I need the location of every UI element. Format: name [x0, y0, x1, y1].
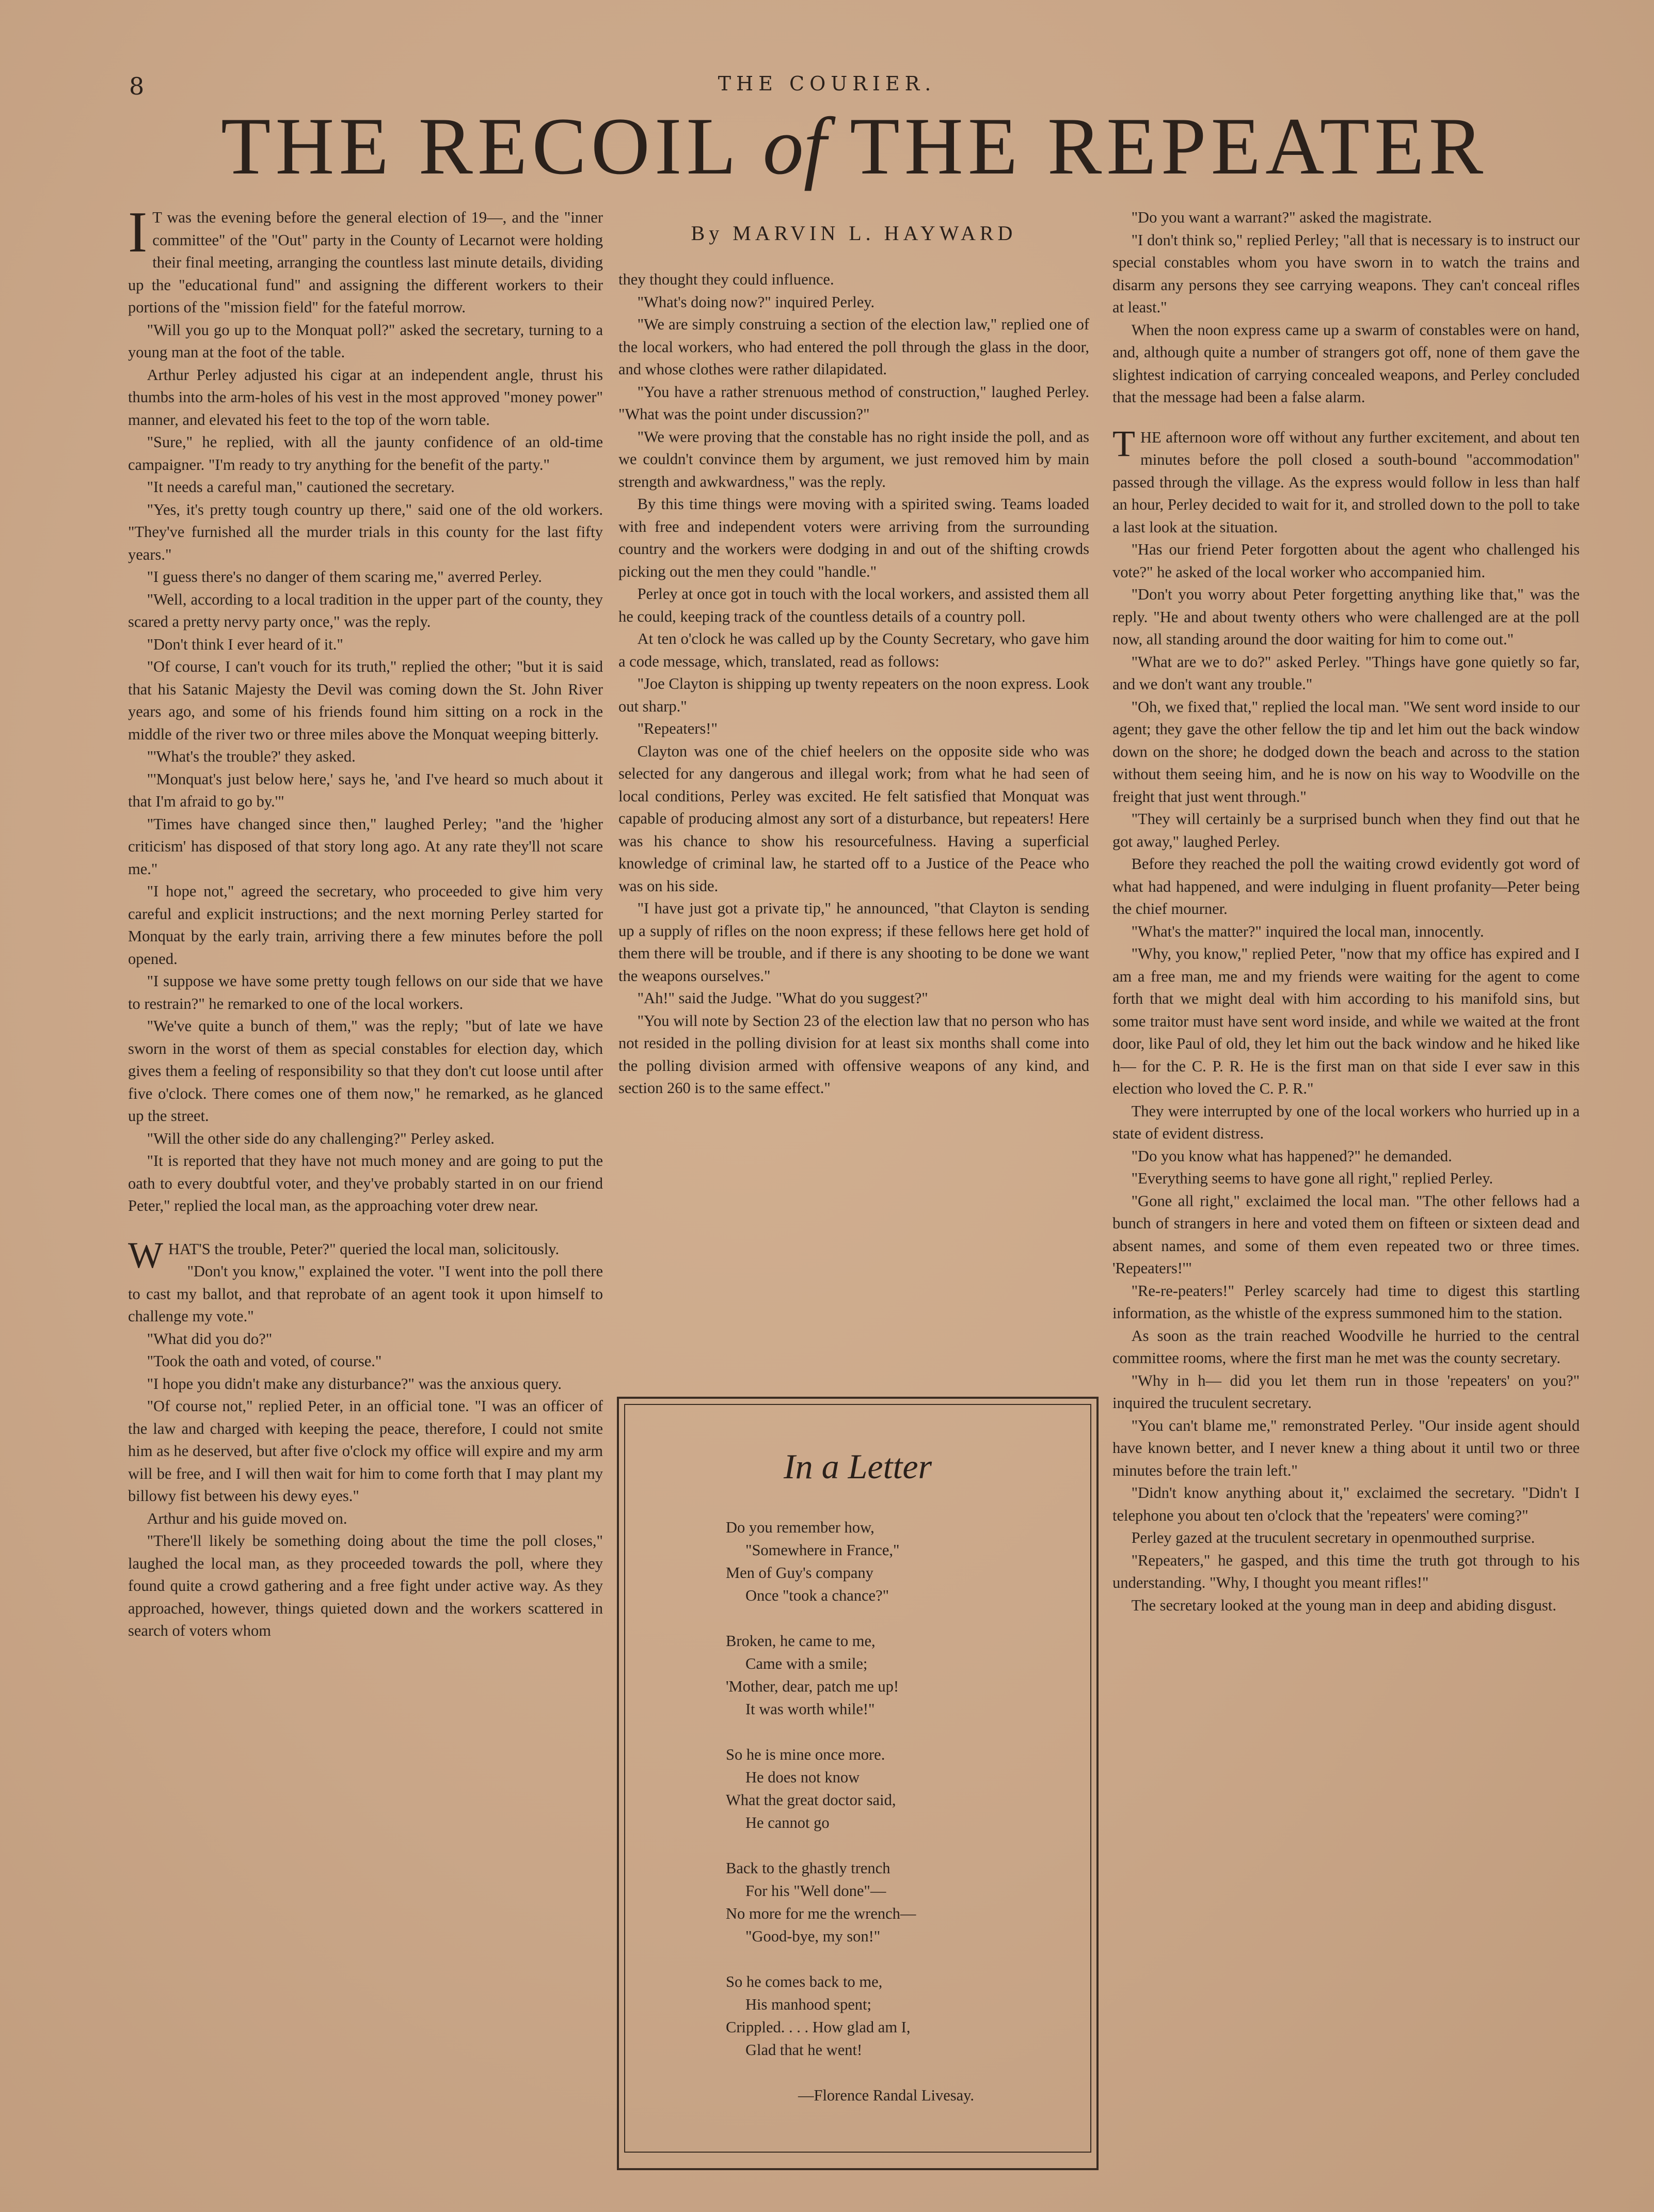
article-paragraph: "'What's the trouble?' they asked.	[147, 748, 356, 765]
headline-part-1: THE RECOIL	[220, 101, 763, 192]
article-paragraph: "'Monquat's just below here,' says he, 'and I've heard so much about it that I'm afraid to go by.'"	[128, 770, 603, 810]
poem-line: Do you remember how,	[726, 1519, 874, 1536]
article-paragraph: "We've quite a bunch of them," was the reply; "but of late we have sworn in the worst of them as special constables for election day, which gives them a feeling of responsibility so that they don't cut loose until after five o'clock. There comes one of them now," he remarked, as he glanced up the street.	[128, 1017, 603, 1125]
poem-text	[726, 1516, 1056, 2107]
poem-title: In a Letter	[783, 1447, 932, 1486]
article-paragraph: "Sure," he replied, with all the jaunty confidence of an old-time campaigner. "I'm ready to try anything for the benefit of the party."	[128, 433, 603, 473]
article-paragraph: "Of course not," replied Peter, in an official tone. "I was an officer of the law and charged with keeping the peace, therefore, I could not smite him as he deserved, but after five o'clock my office will expire and my arm will be free, and I will then wait for him to come forth that I may plant my billowy fist between his dewy eyes."	[128, 1397, 603, 1505]
article-paragraph: "There'll likely be something doing about the time the poll closes," laughed the local man, as they proceeded towards the poll, where they found quite a crowd gathering and a free fight under active way. As they approached, however, things quieted down and the workers scattered in search of voters whom	[128, 1532, 603, 1639]
drop-cap: I	[128, 200, 148, 264]
running-head: THE COURIER.	[718, 72, 936, 95]
article-paragraph: Before they reached the poll the waiting crowd evidently got word of what had happened, and were indulging in fluent profanity—Peter being the chief mourner.	[1112, 855, 1580, 918]
drop-cap: W	[128, 1234, 163, 1276]
article-paragraph: "Why, you know," replied Peter, "now that my office has expired and I am a free man, me and my friends were waiting for the agent to come forth that we might deal with him according to his manifold sins, but some traitor must have sent word inside, and while we waited at the front door, like Paul of old, they let him out the back window and he hiked like h— for the C. P. R. He is the first man on that side I ever saw in this election who loved the C. P. R."	[1112, 945, 1580, 1097]
article-paragraph: "Of course, I can't vouch for its truth," replied the other; "but it is said that his Satanic Majesty the Devil was coming down the St. John River years ago, and some of his friends found him sitting on a rock in the middle of the river two or three miles above the Monquat weeping bitterly.	[128, 658, 603, 743]
article-paragraph: Perley at once got in touch with the local workers, and assisted them all he could, keeping track of the countless details of a country poll.	[618, 585, 1089, 625]
drop-cap: T	[1112, 422, 1135, 464]
article-paragraph: "Do you know what has happened?" he demanded.	[1131, 1147, 1452, 1165]
article-paragraph: "Didn't know anything about it," exclaimed the secretary. "Didn't I telephone you about ten o'clock that the 'repeaters' were coming?"	[1112, 1484, 1580, 1524]
headline	[129, 101, 1580, 192]
article-paragraph: At ten o'clock he was called up by the County Secretary, who gave him a code message, which, translated, read as follows:	[618, 630, 1089, 670]
article-paragraph: As soon as the train reached Woodville he hurried to the central committee rooms, where the first man he met was the county secretary.	[1112, 1326, 1580, 1367]
article-paragraph: "I don't think so," replied Perley; "all that is necessary is to instruct our special constables whom you have sworn in to watch the trains and disarm any persons they see carrying weapons. They can't conceal rifles at least."	[1112, 231, 1580, 316]
article-paragraph: "Times have changed since then," laughed Perley; "and the 'higher criticism' has disposed of that story long ago. At any rate they'll not scare me."	[128, 815, 603, 878]
column-1	[128, 200, 603, 1642]
article-paragraph: "I have just got a private tip," he announced, "that Clayton is sending up a supply of rifles on the noon express; if these fellows here get hold of them there will be trouble, and if there is any shooting to be done we want the weapons ourselves."	[618, 899, 1089, 985]
article-paragraph: "What's the matter?" inquired the local man, innocently.	[1131, 922, 1484, 940]
article-paragraph: By this time things were moving with a spirited swing. Teams loaded with free and independent voters were arriving from the surrounding country and the workers were dodging in and out of the shifting crowds picking out the men they could "handle."	[618, 495, 1089, 580]
poem-signature: —Florence Randal Livesay.	[798, 2087, 975, 2104]
article-paragraph: "You have a rather strenuous method of construction," laughed Perley. "What was the point under discussion?"	[618, 383, 1089, 423]
article-paragraph: "What's doing now?" inquired Perley.	[637, 293, 875, 311]
poem-line: 'Mother, dear, patch me up!	[726, 1678, 899, 1695]
article-paragraph: "We are simply construing a section of the election law," replied one of the local workers, who had entered the poll through the glass in the door, and whose clothes were rather dilapidated.	[618, 315, 1089, 378]
poem-line: So he comes back to me,	[726, 1973, 883, 1990]
poem-line: Men of Guy's company	[726, 1564, 873, 1582]
article-paragraph: "It is reported that they have not much money and are going to put the oath to every doubtful voter, and they've probably started in on our friend Peter," replied the local man, as the approaching voter drew near.	[128, 1152, 603, 1214]
poem-line: What the great doctor said,	[726, 1791, 896, 1809]
article-paragraph: "Don't think I ever heard of it."	[147, 635, 343, 653]
article-paragraph: "Repeaters," he gasped, and this time the truth got through to his understanding. "Why, I thought you meant rifles!"	[1112, 1551, 1580, 1591]
article-paragraph: "Will the other side do any challenging?" Perley asked.	[147, 1129, 495, 1147]
article-paragraph: "I suppose we have some pretty tough fellows on our side that we have to restrain?" he remarked to one of the local workers.	[128, 972, 603, 1013]
article-paragraph: Perley gazed at the truculent secretary in openmouthed surprise.	[1131, 1529, 1535, 1546]
article-paragraph: "They will certainly be a surprised bunch when they find out that he got away," laughed Perley.	[1112, 810, 1580, 850]
poem-line: Once "took a chance?"	[745, 1587, 889, 1604]
article-paragraph: T was the evening before the general election of 19—, and the "inner committee" of the "Out" party in the County of Lecarnot were holding their final meeting, arranging the countless last minute details, dividing up the "educational fund" and assigning the different workers to their portions of the "mission field" for the fateful morrow.	[128, 209, 603, 316]
article-paragraph: Arthur and his guide moved on.	[147, 1509, 347, 1527]
poem-stanza	[726, 1970, 1056, 2061]
article-paragraph: "Repeaters!"	[637, 720, 718, 737]
article-paragraph: "Ah!" said the Judge. "What do you suggest?"	[637, 989, 928, 1007]
poem-line: Glad that he went!	[745, 2041, 863, 2059]
article-paragraph: "Why in h— did you let them run in those 'repeaters' on you?" inquired the truculent secretary.	[1112, 1371, 1580, 1412]
article-paragraph: "Everything seems to have gone all right," replied Perley.	[1131, 1170, 1493, 1187]
column-3	[1112, 207, 1580, 1617]
column-2	[618, 268, 1089, 1100]
article-paragraph: The secretary looked at the young man in deep and abiding disgust.	[1131, 1596, 1556, 1614]
poem-line: So he is mine once more.	[726, 1746, 885, 1763]
article-paragraph: "We were proving that the constable has no right inside the poll, and as we couldn't convince them by argument, we just removed him by main strength and awkwardness," was the reply.	[618, 428, 1089, 491]
article-paragraph: "I hope you didn't make any disturbance?" was the anxious query.	[147, 1374, 562, 1393]
article-paragraph: "Took the oath and voted, of course."	[147, 1352, 382, 1370]
poem-stanza	[726, 1743, 1056, 1834]
poem-line: For his "Well done"—	[745, 1882, 886, 1900]
article-paragraph: "I guess there's no danger of them scaring me," averred Perley.	[147, 568, 542, 586]
article-paragraph: "Joe Clayton is shipping up twenty repeaters on the noon express. Look out sharp."	[618, 675, 1089, 715]
poem-line: Came with a smile;	[745, 1655, 868, 1672]
article-paragraph: "Don't you know," explained the voter. "I went into the poll there to cast my ballot, and that reprobate of an agent took it upon himself to challenge my vote."	[128, 1262, 603, 1325]
poem-line: "Somewhere in France,"	[745, 1541, 900, 1559]
headline-part-2: THE REPEATER	[826, 101, 1488, 192]
article-paragraph: HAT'S the trouble, Peter?" queried the local man, solicitously.	[168, 1240, 560, 1258]
poem-line: He does not know	[745, 1768, 860, 1786]
headline-of: of	[762, 101, 826, 192]
article-paragraph: "You will note by Section 23 of the election law that no person who has not resided in the polling division for at least six months shall come into the polling division armed with offensive weapons of any kind, and section 260 is to the same effect."	[618, 1012, 1089, 1097]
article-paragraph: "What did you do?"	[147, 1330, 273, 1348]
poem-line: He cannot go	[745, 1814, 830, 1831]
article-paragraph: "It needs a careful man," cautioned the secretary.	[147, 478, 455, 496]
article-paragraph: they thought they could influence.	[618, 271, 834, 288]
article-paragraph: "Don't you worry about Peter forgetting anything like that," was the reply. "He and about twenty others who were challenged are at the poll now, all standing around the door waiting for him to come out."	[1112, 586, 1580, 648]
poem-line: It was worth while!"	[745, 1700, 875, 1718]
poem-stanza	[726, 1516, 1056, 1607]
article-paragraph: "Will you go up to the Monquat poll?" asked the secretary, turning to a young man at the foot of the table.	[128, 321, 603, 361]
article-paragraph: When the noon express came up a swarm of constables were on hand, and, although quite a number of strangers got off, none of them gave the slightest indication of carrying concealed weapons, and Perley concluded that the message had been a false alarm.	[1112, 321, 1580, 406]
article-paragraph: HE afternoon wore off without any further excitement, and about ten minutes before the poll closed a south-bound "accommodation" passed through the village. As the express would follow in less than half an hour, Perley decided to wait for it, and strolled down to the poll to take a last look at the situation.	[1112, 428, 1580, 536]
poem-line: "Good-bye, my son!"	[745, 1927, 881, 1945]
article-paragraph: "Yes, it's pretty tough country up there," said one of the old workers. "They've furnished all the murder trials in this county for the last fifty years."	[128, 500, 603, 563]
page-number: 8	[129, 72, 146, 100]
poem-line: Crippled. . . . How glad am I,	[726, 2018, 911, 2036]
poem-line: Broken, he came to me,	[726, 1632, 876, 1650]
article-paragraph: Clayton was one of the chief heelers on the opposite side who was selected for any dangerous and illegal work; from what he had seen of local conditions, Perley was excited. He felt satisfied that Monquat was capable of producing almost any sort of a disturbance, but repeaters! Here was his chance to show his resourcefulness. Having a superficial knowledge of criminal law, he started off to a Justice of the Peace who was on his side.	[618, 742, 1089, 895]
article-paragraph: "Has our friend Peter forgotten about the agent who challenged his vote?" he asked of the local worker who accompanied him.	[1112, 541, 1580, 581]
article-paragraph: "What are we to do?" asked Perley. "Things have gone quietly so far, and we don't want any trouble."	[1112, 653, 1580, 693]
article-paragraph: "Re-re-peaters!" Perley scarcely had time to digest this startling information, as the whistle of the express summoned him to the station.	[1112, 1282, 1580, 1322]
article-paragraph: "I hope not," agreed the secretary, who proceeded to give him very careful and explicit instructions; and the next morning Perley started for Monquat by the early train, arriving there a few minutes before the poll opened.	[128, 882, 603, 968]
article-paragraph: "Do you want a warrant?" asked the magistrate.	[1131, 209, 1432, 226]
article-paragraph: They were interrupted by one of the local workers who hurried up in a state of evident distress.	[1112, 1102, 1580, 1142]
article-paragraph: "Gone all right," exclaimed the local man. "The other fellows had a bunch of strangers in here and voted them on fifteen or sixteen dead and absent names, and some of them even repeated two or three times. 'Repeaters!'"	[1112, 1192, 1580, 1277]
poem-line: Back to the ghastly trench	[726, 1859, 890, 1877]
byline: By MARVIN L. HAYWARD	[691, 222, 1017, 245]
poem-line: His manhood spent;	[745, 1996, 871, 2013]
article-paragraph: "Well, according to a local tradition in the upper part of the county, they scared a pretty nervy party once," was the reply.	[128, 590, 603, 630]
article-paragraph: Arthur Perley adjusted his cigar at an independent angle, thrust his thumbs into the arm-holes of his vest in the most approved "money power" manner, and elevated his feet to the top of the worn table.	[128, 366, 603, 429]
poem-stanza	[726, 1630, 1056, 1720]
poem-stanza	[726, 1857, 1056, 1948]
article-paragraph: "Oh, we fixed that," replied the local man. "We sent word inside to our agent; they gave the other fellow the tip and let him out the back window down on the shore; he dodged down the beach and across to the station without them seeing him, and he is now on his way to Woodville on the freight that just went through."	[1112, 698, 1580, 805]
poem-line: No more for me the wrench—	[726, 1905, 916, 1922]
poem-box	[617, 1397, 1099, 2170]
article-paragraph: "You can't blame me," remonstrated Perley. "Our inside agent should have known better, and I never knew a thing about it until two or three minutes before the train left."	[1112, 1416, 1580, 1479]
